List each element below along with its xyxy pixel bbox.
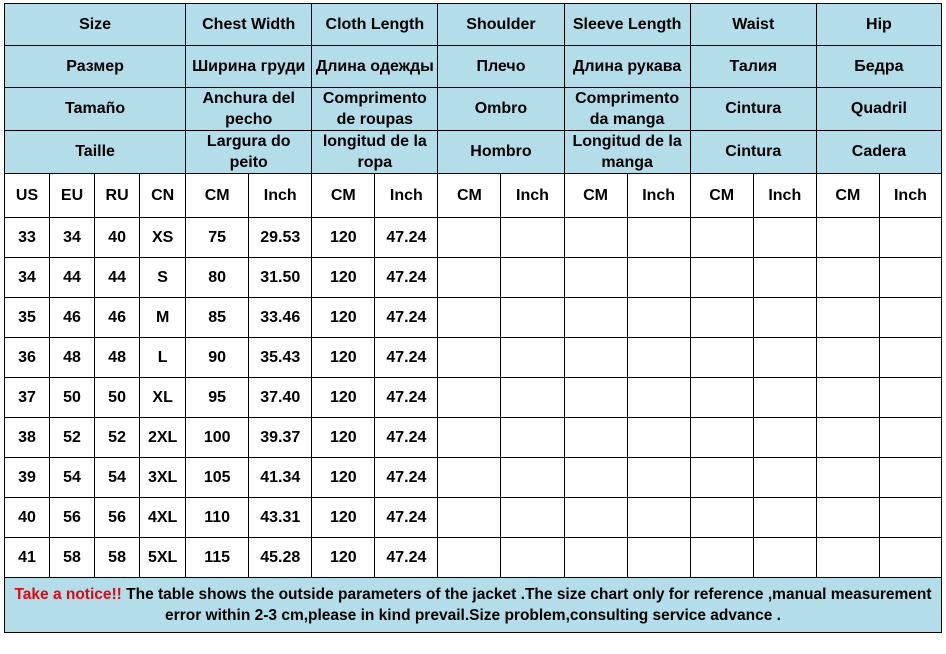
table-cell: XL xyxy=(140,378,186,418)
table-cell: 29.53 xyxy=(249,218,312,258)
notice-body: The table shows the outside parameters of the jacket .The size chart only for reference ,manual measurement error within 2-3 cm,please in kind prevail.Size problem,consulting service advance . xyxy=(121,586,932,624)
table-cell: 46 xyxy=(50,298,95,338)
table-cell: 54 xyxy=(50,458,95,498)
table-cell: 48 xyxy=(50,338,95,378)
table-cell xyxy=(438,338,501,378)
table-cell: 58 xyxy=(95,538,140,578)
unit-header-inch: Inch xyxy=(249,174,312,218)
table-cell xyxy=(879,538,941,578)
table-row xyxy=(5,458,942,498)
table-cell: 56 xyxy=(50,498,95,538)
unit-header-cm: CM xyxy=(312,174,375,218)
table-cell xyxy=(564,458,627,498)
table-cell xyxy=(438,458,501,498)
table-cell: 33 xyxy=(5,218,50,258)
table-cell: 47.24 xyxy=(375,538,438,578)
table-cell xyxy=(627,258,690,298)
table-cell xyxy=(690,218,753,258)
table-cell xyxy=(816,298,879,338)
table-cell xyxy=(816,218,879,258)
table-cell: 47.24 xyxy=(375,218,438,258)
table-cell: S xyxy=(140,258,186,298)
header-sleeve-label: Comprimento da manga xyxy=(564,88,690,131)
table-cell: 47.24 xyxy=(375,298,438,338)
table-cell: 47.24 xyxy=(375,258,438,298)
table-row xyxy=(5,378,942,418)
table-cell: 120 xyxy=(312,418,375,458)
table-cell: 40 xyxy=(95,218,140,258)
table-cell: 120 xyxy=(312,378,375,418)
table-cell xyxy=(627,418,690,458)
header-hip-label: Бедра xyxy=(816,46,941,88)
table-cell: 50 xyxy=(50,378,95,418)
table-cell: 100 xyxy=(186,418,249,458)
header-size-label: Tamaño xyxy=(5,88,186,131)
table-cell: 120 xyxy=(312,218,375,258)
header-hip-label: Cadera xyxy=(816,131,941,174)
unit-header-inch: Inch xyxy=(879,174,941,218)
table-cell: 50 xyxy=(95,378,140,418)
table-cell xyxy=(438,298,501,338)
unit-header-cm: CM xyxy=(816,174,879,218)
table-cell xyxy=(501,338,564,378)
table-cell xyxy=(627,338,690,378)
table-cell xyxy=(816,458,879,498)
table-cell xyxy=(564,218,627,258)
unit-header-us: US xyxy=(5,174,50,218)
table-cell xyxy=(627,218,690,258)
header-hip-label: Hip xyxy=(816,4,941,46)
table-cell: 120 xyxy=(312,458,375,498)
table-cell xyxy=(753,218,816,258)
table-cell: 35.43 xyxy=(249,338,312,378)
table-cell: 46 xyxy=(95,298,140,338)
size-chart-body xyxy=(5,4,942,633)
table-cell: 36 xyxy=(5,338,50,378)
table-row xyxy=(5,298,942,338)
table-cell xyxy=(879,418,941,458)
table-cell: 34 xyxy=(5,258,50,298)
table-cell: 58 xyxy=(50,538,95,578)
table-cell xyxy=(816,538,879,578)
table-row xyxy=(5,538,942,578)
table-cell xyxy=(879,218,941,258)
unit-header-row xyxy=(5,174,942,218)
table-cell: 5XL xyxy=(140,538,186,578)
table-cell: 52 xyxy=(50,418,95,458)
table-cell: 56 xyxy=(95,498,140,538)
header-sleeve-label: Longitud de la manga xyxy=(564,131,690,174)
table-cell xyxy=(438,418,501,458)
table-cell: 41.34 xyxy=(249,458,312,498)
table-cell xyxy=(501,538,564,578)
table-cell: 52 xyxy=(95,418,140,458)
header-chest-label: Anchura del pecho xyxy=(186,88,312,131)
table-cell xyxy=(690,338,753,378)
table-cell: 44 xyxy=(50,258,95,298)
table-cell: 105 xyxy=(186,458,249,498)
table-cell: 41 xyxy=(5,538,50,578)
header-waist-label: Cintura xyxy=(690,131,816,174)
table-cell xyxy=(438,538,501,578)
notice-text xyxy=(5,578,942,633)
table-cell xyxy=(501,498,564,538)
header-sleeve-label: Длина рукава xyxy=(564,46,690,88)
table-cell: 120 xyxy=(312,298,375,338)
unit-header-cm: CM xyxy=(564,174,627,218)
table-cell: 31.50 xyxy=(249,258,312,298)
table-cell: 39.37 xyxy=(249,418,312,458)
table-cell: 75 xyxy=(186,218,249,258)
table-cell: 47.24 xyxy=(375,338,438,378)
header-hip-label: Quadril xyxy=(816,88,941,131)
table-cell: 38 xyxy=(5,418,50,458)
table-cell xyxy=(753,298,816,338)
table-cell xyxy=(438,498,501,538)
header-size-label: Размер xyxy=(5,46,186,88)
table-cell: 80 xyxy=(186,258,249,298)
table-cell xyxy=(501,258,564,298)
table-cell xyxy=(501,218,564,258)
table-cell: 34 xyxy=(50,218,95,258)
header-chest-label: Chest Width xyxy=(186,4,312,46)
unit-header-ru: RU xyxy=(95,174,140,218)
table-cell xyxy=(564,298,627,338)
header-shoulder-label: Hombro xyxy=(438,131,564,174)
table-cell xyxy=(816,378,879,418)
table-cell xyxy=(564,418,627,458)
table-cell: 37 xyxy=(5,378,50,418)
table-cell xyxy=(753,258,816,298)
unit-header-cm: CM xyxy=(438,174,501,218)
unit-header-inch: Inch xyxy=(627,174,690,218)
table-cell: 95 xyxy=(186,378,249,418)
header-waist-label: Cintura xyxy=(690,88,816,131)
header-shoulder-label: Ombro xyxy=(438,88,564,131)
table-row xyxy=(5,218,942,258)
table-cell xyxy=(816,418,879,458)
size-chart xyxy=(4,3,942,651)
table-cell: 110 xyxy=(186,498,249,538)
header-row-4 xyxy=(5,131,942,174)
table-cell: 3XL xyxy=(140,458,186,498)
table-cell xyxy=(690,458,753,498)
header-chest-label: Ширина груди xyxy=(186,46,312,88)
header-row-2 xyxy=(5,46,942,88)
table-cell xyxy=(816,498,879,538)
table-row xyxy=(5,498,942,538)
header-chest-label: Largura do peito xyxy=(186,131,312,174)
table-cell: M xyxy=(140,298,186,338)
table-cell xyxy=(753,538,816,578)
table-cell xyxy=(564,258,627,298)
header-length-label: longitud de la ropa xyxy=(312,131,438,174)
header-row-1 xyxy=(5,4,942,46)
table-cell: 85 xyxy=(186,298,249,338)
header-length-label: Cloth Length xyxy=(312,4,438,46)
table-cell: 115 xyxy=(186,538,249,578)
table-cell xyxy=(816,338,879,378)
table-cell xyxy=(564,498,627,538)
table-cell: 48 xyxy=(95,338,140,378)
table-cell: 120 xyxy=(312,498,375,538)
unit-header-cm: CM xyxy=(690,174,753,218)
unit-header-cn: CN xyxy=(140,174,186,218)
table-cell: 47.24 xyxy=(375,418,438,458)
header-sleeve-label: Sleeve Length xyxy=(564,4,690,46)
table-cell xyxy=(564,338,627,378)
table-cell xyxy=(438,378,501,418)
table-cell xyxy=(690,418,753,458)
table-cell: 37.40 xyxy=(249,378,312,418)
table-cell xyxy=(753,338,816,378)
table-cell: 120 xyxy=(312,338,375,378)
table-cell xyxy=(879,458,941,498)
table-cell xyxy=(690,258,753,298)
notice-highlight: Take a notice!! xyxy=(14,586,122,603)
table-cell xyxy=(501,298,564,338)
table-cell xyxy=(501,378,564,418)
table-row xyxy=(5,418,942,458)
header-length-label: Comprimento de roupas xyxy=(312,88,438,131)
table-cell: L xyxy=(140,338,186,378)
table-cell: 47.24 xyxy=(375,378,438,418)
table-cell xyxy=(753,498,816,538)
table-cell xyxy=(879,378,941,418)
unit-header-inch: Inch xyxy=(375,174,438,218)
table-cell xyxy=(438,258,501,298)
header-shoulder-label: Плечо xyxy=(438,46,564,88)
table-cell xyxy=(879,498,941,538)
table-cell: 40 xyxy=(5,498,50,538)
header-length-label: Длина одежды xyxy=(312,46,438,88)
header-row-3 xyxy=(5,88,942,131)
table-cell xyxy=(690,378,753,418)
table-cell xyxy=(501,458,564,498)
table-cell xyxy=(753,458,816,498)
table-cell xyxy=(501,418,564,458)
table-cell xyxy=(438,218,501,258)
table-cell: 45.28 xyxy=(249,538,312,578)
table-cell xyxy=(627,378,690,418)
table-cell: XS xyxy=(140,218,186,258)
table-cell xyxy=(879,338,941,378)
table-cell: 47.24 xyxy=(375,498,438,538)
table-cell xyxy=(690,298,753,338)
unit-header-inch: Inch xyxy=(501,174,564,218)
table-cell xyxy=(879,258,941,298)
notice-row xyxy=(5,578,942,633)
header-waist-label: Талия xyxy=(690,46,816,88)
unit-header-cm: CM xyxy=(186,174,249,218)
table-cell: 33.46 xyxy=(249,298,312,338)
table-cell: 43.31 xyxy=(249,498,312,538)
table-cell xyxy=(627,298,690,338)
table-cell xyxy=(564,378,627,418)
table-cell xyxy=(816,258,879,298)
table-cell: 90 xyxy=(186,338,249,378)
size-chart-table xyxy=(4,3,942,633)
table-cell xyxy=(879,298,941,338)
table-cell xyxy=(690,538,753,578)
table-cell xyxy=(753,378,816,418)
table-cell: 54 xyxy=(95,458,140,498)
table-cell: 2XL xyxy=(140,418,186,458)
table-cell xyxy=(564,538,627,578)
table-row xyxy=(5,258,942,298)
table-cell: 4XL xyxy=(140,498,186,538)
table-cell: 35 xyxy=(5,298,50,338)
header-size-label: Size xyxy=(5,4,186,46)
table-cell: 39 xyxy=(5,458,50,498)
unit-header-eu: EU xyxy=(50,174,95,218)
table-cell xyxy=(753,418,816,458)
table-cell: 44 xyxy=(95,258,140,298)
table-row xyxy=(5,338,942,378)
table-cell xyxy=(627,498,690,538)
unit-header-inch: Inch xyxy=(753,174,816,218)
header-waist-label: Waist xyxy=(690,4,816,46)
table-cell: 47.24 xyxy=(375,458,438,498)
table-cell xyxy=(627,458,690,498)
table-cell: 120 xyxy=(312,258,375,298)
table-cell xyxy=(627,538,690,578)
header-size-label: Taille xyxy=(5,131,186,174)
table-cell: 120 xyxy=(312,538,375,578)
header-shoulder-label: Shoulder xyxy=(438,4,564,46)
table-cell xyxy=(690,498,753,538)
